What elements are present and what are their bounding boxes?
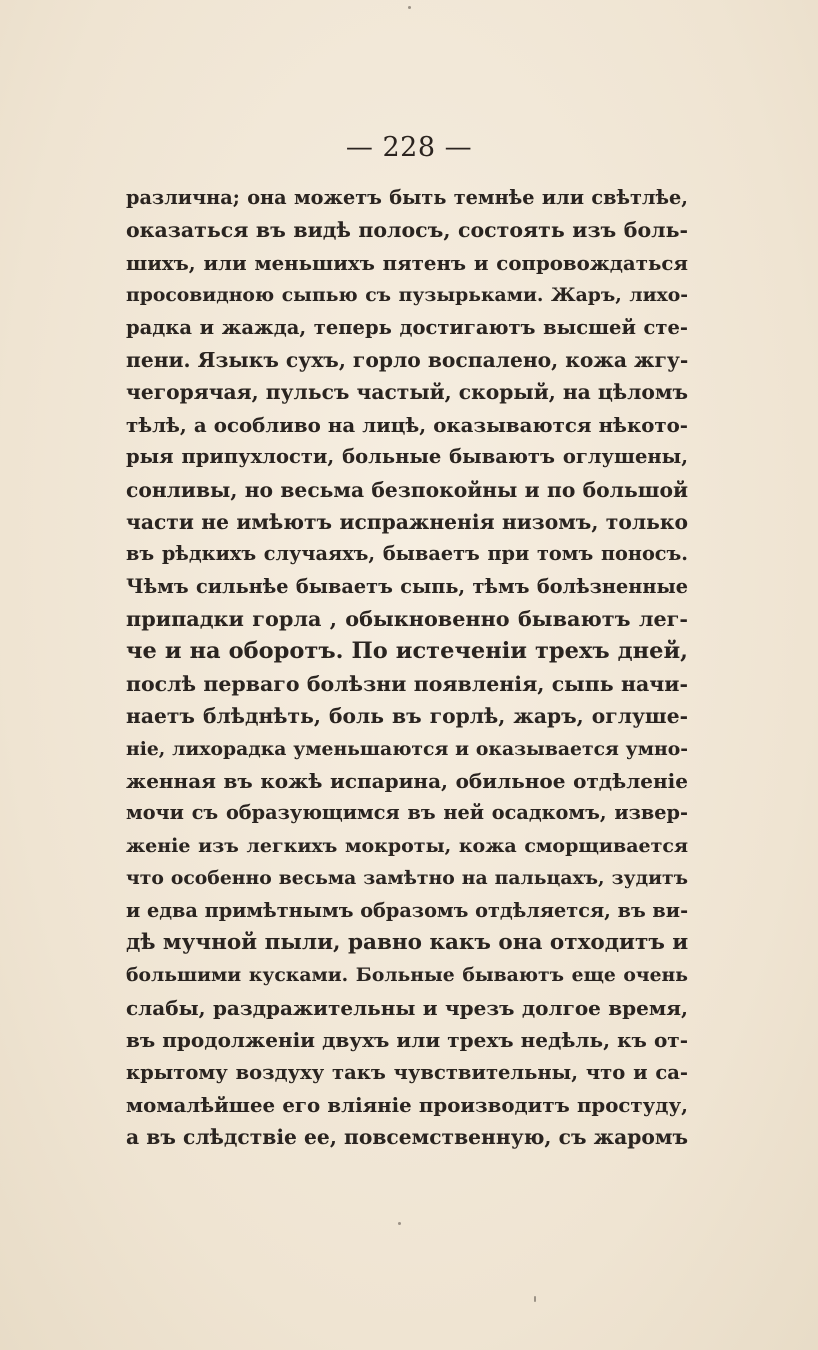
text-line: женіе изъ легкихъ мокроты, кожа сморщивается (126, 834, 688, 857)
paper-speck (408, 6, 411, 9)
text-line: че и на оборотъ. По истеченіи трехъ дней, (126, 638, 688, 665)
text-line: различна; она можетъ быть темнѣе или свѣтлѣе, (126, 186, 688, 209)
text-line: послѣ перваго болѣзни появленія, сыпь начи- (126, 671, 688, 696)
text-line: оказаться въ видѣ полосъ, состоять изъ боль- (126, 218, 688, 243)
paper-speck (534, 1296, 536, 1302)
text-line: Чѣмъ сильнѣе бываетъ сыпь, тѣмъ болѣзненные (126, 574, 688, 598)
text-line: чегорячая, пульсъ частый, скорый, на цѣломъ (126, 380, 688, 405)
text-line: большими кусками. Больные бываютъ еще очень (126, 964, 688, 987)
text-line: дѣ мучной пыли, равно какъ она отходитъ и (126, 929, 689, 955)
text-line: и едва примѣтнымъ образомъ отдѣляется, въ ви- (126, 898, 689, 922)
page-number: — 228 — (345, 132, 473, 163)
text-line: припадки горла , обыкновенно бываютъ лег- (126, 607, 688, 632)
body-text (126, 182, 688, 1154)
text-line: ніе, лихорадка уменьшаются и оказывается умно- (126, 737, 688, 760)
text-line: слабы, раздражительны и чрезъ долгое время, (126, 995, 688, 1020)
text-line: пени. Языкъ сухъ, горло воспалено, кожа жгу- (126, 347, 689, 372)
text-line: сонливы, но весьма безпокойны и по большой (126, 477, 688, 502)
text-line: тѣлѣ, а особливо на лицѣ, оказываются нѣкото- (126, 412, 688, 437)
text-line: просовидною сыпью съ пузырьками. Жаръ, лихо- (126, 284, 688, 307)
text-line: части не имѣютъ испражненія низомъ, только (126, 509, 688, 534)
text-line: что особенно весьма замѣтно на пальцахъ, зудитъ (126, 867, 688, 890)
text-line: рыя припухлости, больные бываютъ оглушены, (126, 445, 688, 469)
paper-speck (398, 1222, 401, 1225)
text-line: шихъ, или меньшихъ пятенъ и сопровождаться (126, 250, 688, 275)
text-line: а въ слѣдствіе ее, повсемственную, съ жаромъ (126, 1125, 688, 1150)
text-line: радка и жажда, теперь достигаютъ высшей сте- (126, 315, 688, 339)
text-line: женная въ кожѣ испарина, обильное отдѣленіе (126, 769, 688, 794)
text-line: крытому воздуху такъ чувствительны, что и са- (126, 1060, 688, 1084)
text-line: въ продолженіи двухъ или трехъ недѣль, къ от- (126, 1028, 688, 1053)
text-line: мочи съ образующимся въ ней осадкомъ, извер- (126, 801, 688, 825)
text-line: наетъ блѣднѣть, боль въ горлѣ, жаръ, оглуше- (126, 704, 688, 729)
text-line: въ рѣдкихъ случаяхъ, бываетъ при томъ поносъ. (126, 542, 688, 566)
text-line: момалѣйшее его вліяніе производитъ простуду, (126, 1092, 688, 1117)
